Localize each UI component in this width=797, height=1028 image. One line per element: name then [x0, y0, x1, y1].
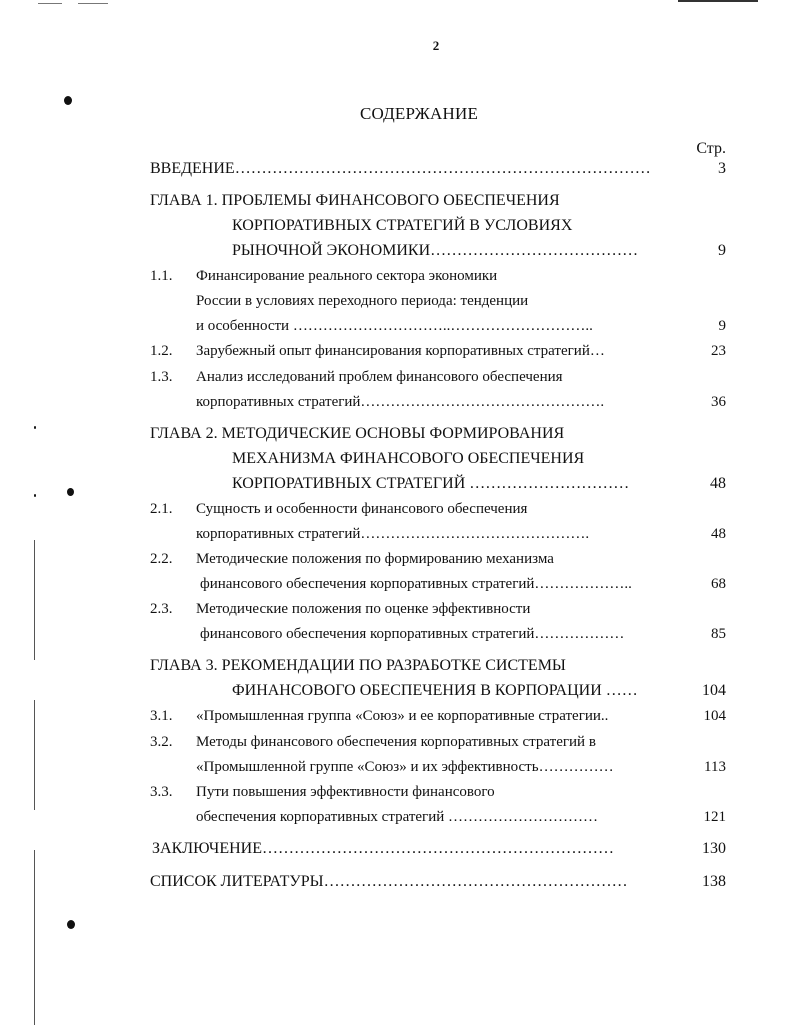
entry-page-number: 9: [718, 318, 726, 334]
entry-page-number: 121: [703, 809, 726, 825]
page-number: 2: [432, 38, 440, 53]
margin-edge-line: [34, 540, 35, 660]
section-title-line: Зарубежный опыт финансирования корпоративных стратегий…: [196, 343, 605, 359]
toc-section-2-2-end[interactable]: [150, 573, 726, 595]
section-title-line: «Промышленной группе «Союз» и их эффективность……………: [196, 759, 614, 775]
toc-section-2-1-end[interactable]: [150, 523, 726, 545]
toc-section-3-2-end[interactable]: [150, 756, 726, 778]
toc-section-3-3-end[interactable]: [150, 806, 726, 828]
section-title-line: и особенности …………………………..………………………..: [196, 318, 593, 334]
entry-page-number: 23: [711, 343, 726, 359]
section-title-line: «Промышленная группа «Союз» и ее корпоративные стратегии..: [196, 708, 609, 724]
entry-page-number: 138: [702, 873, 726, 890]
section-title-line: обеспечения корпоративных стратегий …………………………: [196, 809, 599, 825]
entry-page-number: 113: [704, 759, 726, 775]
toc-entry-introduction[interactable]: [150, 158, 726, 180]
chapter-title-line: КОРПОРАТИВНЫХ СТРАТЕГИЙ …………………………: [232, 475, 630, 492]
section-number: 3.1.: [150, 708, 173, 724]
toc-section-2-3-end[interactable]: [150, 623, 726, 645]
toc-chapter-2-heading-end[interactable]: [150, 473, 726, 495]
section-title-line: Методы финансового обеспечения корпоративных стратегий в: [196, 734, 596, 750]
toc-entry-references[interactable]: [150, 871, 726, 893]
section-number: 2.2.: [150, 551, 173, 567]
toc-section-1-3[interactable]: [150, 366, 726, 388]
entry-page-number: 104: [702, 682, 726, 699]
toc-section-3-2[interactable]: [150, 731, 726, 753]
entry-page-number: 68: [711, 576, 726, 592]
toc-section-1-1-cont[interactable]: [150, 290, 726, 312]
section-number: 1.3.: [150, 369, 173, 385]
section-title-line: Пути повышения эффективности финансового: [196, 784, 495, 800]
toc-chapter-1-heading-end[interactable]: [150, 240, 726, 262]
section-title-line: финансового обеспечения корпоративных стратегий………………: [200, 626, 625, 642]
entry-title: СПИСОК ЛИТЕРАТУРЫ…………………………………………………: [150, 873, 628, 890]
entry-page-number: 36: [711, 394, 726, 410]
page-column-label: Стр.: [696, 140, 726, 157]
chapter-title-line: КОРПОРАТИВНЫХ СТРАТЕГИЙ В УСЛОВИЯХ: [232, 217, 573, 234]
entry-page-number: 130: [702, 840, 726, 857]
section-number: 2.3.: [150, 601, 173, 617]
toc-section-1-3-end[interactable]: [150, 391, 726, 413]
scan-artifact-bar: [678, 0, 758, 2]
toc-chapter-3-heading[interactable]: [150, 655, 726, 677]
entry-title: ЗАКЛЮЧЕНИЕ…………………………………………………………: [152, 840, 614, 857]
toc-section-1-2[interactable]: [150, 340, 726, 362]
punch-hole-mark: [67, 488, 74, 496]
section-number: 1.2.: [150, 343, 173, 359]
margin-edge-line: [34, 700, 35, 810]
margin-edge-line: [34, 850, 35, 1025]
section-title-line: корпоративных стратегий……………………………………….: [196, 526, 590, 542]
toc-chapter-3-heading-end[interactable]: [150, 680, 726, 702]
toc-section-3-3[interactable]: [150, 781, 726, 803]
chapter-title-line: ГЛАВА 1. ПРОБЛЕМЫ ФИНАНСОВОГО ОБЕСПЕЧЕНИЯ: [150, 192, 560, 209]
punch-hole-mark: [67, 920, 75, 929]
entry-page-number: 3: [718, 160, 726, 177]
section-title-line: Методические положения по оценке эффективности: [196, 601, 531, 617]
entry-title: ВВЕДЕНИЕ……………………………………………………………………: [150, 160, 651, 177]
section-title-line: корпоративных стратегий………………………………………….: [196, 394, 605, 410]
section-title-line: Методические положения по формированию механизма: [196, 551, 554, 567]
toc-chapter-2-heading[interactable]: [150, 423, 726, 445]
entry-page-number: 104: [703, 708, 726, 724]
toc-section-2-3[interactable]: [150, 598, 726, 620]
scan-artifact-line: [78, 3, 108, 4]
section-title-line: Анализ исследований проблем финансового обеспечения: [196, 369, 563, 385]
chapter-title-line: ГЛАВА 3. РЕКОМЕНДАЦИИ ПО РАЗРАБОТКЕ СИСТЕМЫ: [150, 657, 566, 674]
chapter-title-line: ФИНАНСОВОГО ОБЕСПЕЧЕНИЯ В КОРПОРАЦИИ ……: [232, 682, 638, 699]
entry-page-number: 48: [711, 526, 726, 542]
toc-chapter-1-heading-cont[interactable]: [150, 215, 726, 237]
entry-page-number: 9: [718, 242, 726, 259]
toc-section-1-1[interactable]: [150, 265, 726, 287]
section-number: 3.3.: [150, 784, 173, 800]
toc-chapter-1-heading[interactable]: [150, 190, 726, 212]
scan-speck: [34, 426, 36, 429]
entry-page-number: 85: [711, 626, 726, 642]
section-number: 3.2.: [150, 734, 173, 750]
toc-chapter-2-heading-cont[interactable]: [150, 448, 726, 470]
chapter-title-line: ГЛАВА 2. МЕТОДИЧЕСКИЕ ОСНОВЫ ФОРМИРОВАНИЯ: [150, 425, 565, 442]
section-title-line: Финансирование реального сектора экономики: [196, 268, 498, 284]
section-number: 1.1.: [150, 268, 173, 284]
section-title-line: финансового обеспечения корпоративных стратегий………………..: [200, 576, 632, 592]
scan-speck: [34, 494, 36, 497]
chapter-title-line: МЕХАНИЗМА ФИНАНСОВОГО ОБЕСПЕЧЕНИЯ: [232, 450, 585, 467]
entry-page-number: 48: [710, 475, 726, 492]
toc-entry-conclusion[interactable]: [150, 838, 726, 860]
section-title-line: Сущность и особенности финансового обеспечения: [196, 501, 528, 517]
toc-section-2-1[interactable]: [150, 498, 726, 520]
chapter-title-line: РЫНОЧНОЙ ЭКОНОМИКИ…………………………………: [232, 242, 639, 259]
toc-section-2-2[interactable]: [150, 548, 726, 570]
section-title-line: России в условиях переходного периода: тенденции: [196, 293, 529, 309]
section-number: 2.1.: [150, 501, 173, 517]
toc-section-1-1-end[interactable]: [150, 315, 726, 337]
page-title: СОДЕРЖАНИЕ: [359, 104, 479, 123]
toc-section-3-1[interactable]: [150, 705, 726, 727]
scan-artifact-line: [38, 3, 62, 4]
